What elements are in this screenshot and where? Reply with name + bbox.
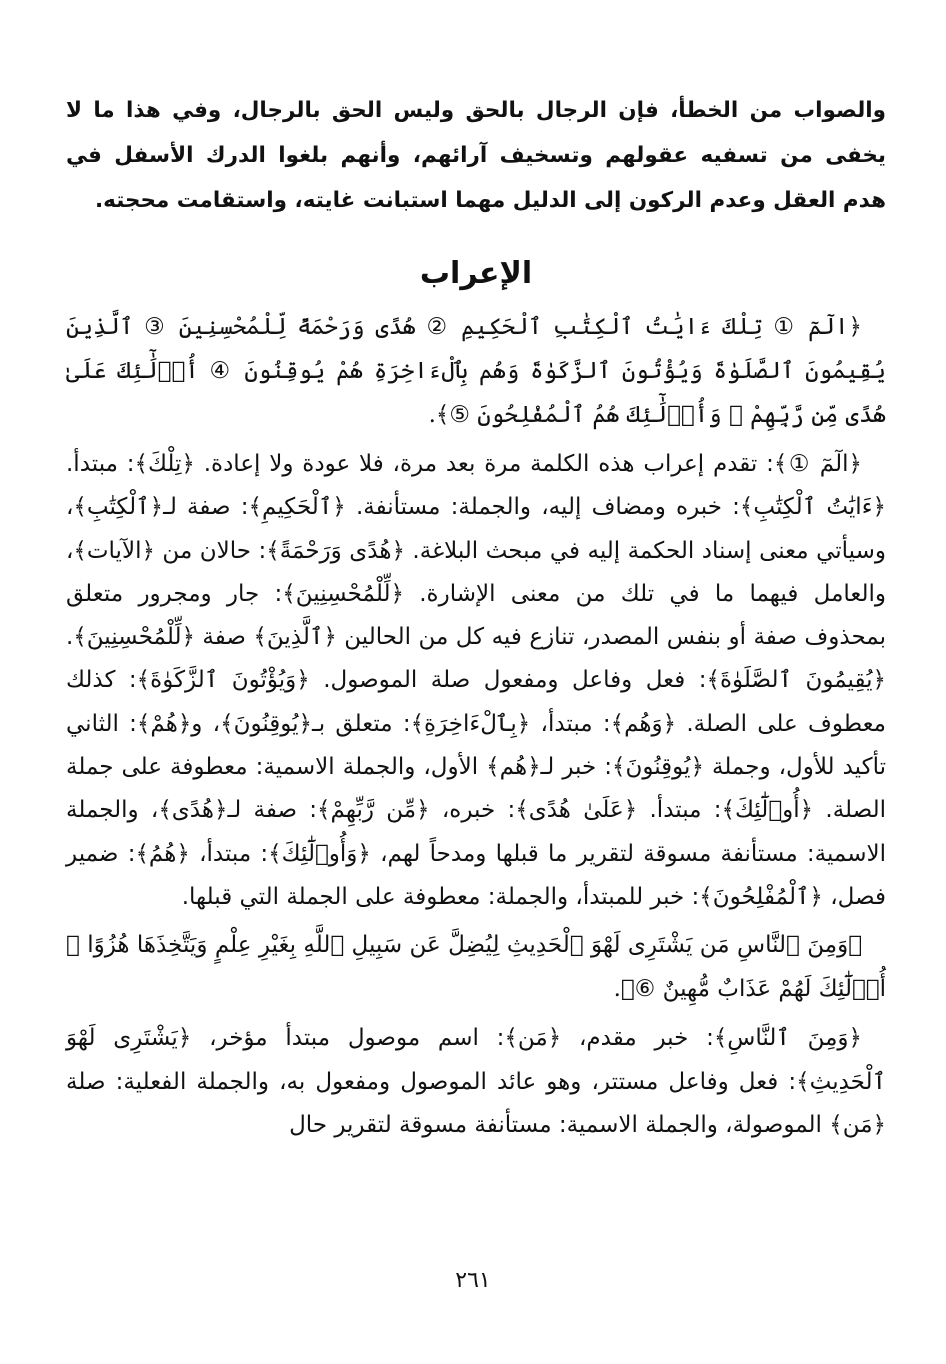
intro-paragraph: والصواب من الخطأ، فإن الرجال بالحق وليس الحق بالرجال، وفي هذا ما لا يخفى من تسفيه عقولهم وتسخيف آرائهم، وأنهم بلغوا الدرك الأسفل في هدم العقل وعدم الركون إلى الدليل مهما استبانت غايته، واستقامت محجته. xyxy=(66,98,886,213)
section-heading: الإعراب xyxy=(419,256,533,291)
quran-verse-block: ﴿الٓمٓ ① تِلْكَ ءَايَٰتُ ٱلْكِتَٰبِ ٱلْحَكِيمِ ② هُدًى وَرَحْمَةً لِّلْمُحْسِنِينَ ③ ٱلَّذِينَ يُقِيمُونَ ٱلصَّلَوٰةَ وَيُؤْتُونَ ٱلزَّكَوٰةَ وَهُم بِٱلْءَاخِرَةِ هُمْ يُوقِنُونَ ④ أُو۟لَٰٓئِكَ عَلَىٰ هُدًى مِّن رَّبِّهِمْ ۖ وَأُو۟لَٰٓئِكَ هُمُ ٱلْمُفْلِحُونَ ⑤﴾. xyxy=(66,314,886,428)
irab-paragraph: ﴿وَمِنَ ٱلنَّاسِ﴾: خبر مقدم، ﴿مَن﴾: اسم موصول مبتدأ مؤخر، ﴿يَشْتَرِى لَهْوَ ٱلْحَدِيثِ﴾: فعل وفاعل مستتر، وهو عائد الموصول ومفعول به، والجملة الفعلية: صلة ﴿مَن﴾ الموصولة، والجملة الاسمية: مستأنفة مسوقة لتقرير حال xyxy=(66,1025,886,1138)
irab-paragraph: ﴿الٓمٓ ①﴾: تقدم إعراب هذه الكلمة مرة بعد مرة، فلا عودة ولا إعادة. ﴿تِلْكَ﴾: مبتدأ. ﴿ءَايَٰتُ ٱلْكِتَٰبِ﴾: خبره ومضاف إليه، والجملة: مستأنفة. ﴿ٱلْحَكِيمِ﴾: صفة لـ﴿ٱلْكِتَٰبِ﴾، وسيأتي معنى إسناد الحكمة إليه في مبحث البلاغة. ﴿هُدًى وَرَحْمَةً﴾: حالان من ﴿الآيات﴾، والعامل فيهما ما في تلك من معنى الإشارة. ﴿لِّلْمُحْسِنِينَ﴾: جار ومجرور متعلق بمحذوف صفة أو بنفس المصدر، تنازع فيه كل من الحالين ﴿ٱلَّذِينَ﴾ صفة ﴿لِّلْمُحْسِنِينَ﴾. ﴿يُقِيمُونَ ٱلصَّلَوٰةَ﴾: فعل وفاعل ومفعول صلة الموصول. ﴿وَيُؤْتُونَ ٱلزَّكَوٰةَ﴾: كذلك معطوف على الصلة. ﴿وَهُم﴾: مبتدأ، ﴿بِٱلْءَاخِرَةِ﴾: متعلق بـ﴿يُوقِنُونَ﴾، و﴿هُمْ﴾: الثاني تأكيد للأول، وجملة ﴿يُوقِنُونَ﴾: خبر لـ﴿هُم﴾ الأول، والجملة الاسمية: معطوفة على جملة الصلة. ﴿أُو۟لَٰٓئِكَ﴾: مبتدأ. ﴿عَلَىٰ هُدًى﴾: خبره، ﴿مِّن رَّبِّهِمْ﴾: صفة لـ﴿هُدًى﴾، والجملة الاسمية: مستأنفة مسوقة لتقرير ما قبلها ومدحاً لهم، ﴿وَأُو۟لَٰٓئِكَ﴾: مبتدأ، ﴿هُمُ﴾: ضمير فصل، ﴿ٱلْمُفْلِحُونَ﴾: خبر للمبتدأ، والجملة: معطوفة على الجملة التي قبلها. xyxy=(66,451,886,910)
page-number: ٢٦١ xyxy=(455,1268,491,1293)
quran-verse-block: ﴿وَمِنَ ٱلنَّاسِ مَن يَشْتَرِى لَهْوَ ٱلْحَدِيثِ لِيُضِلَّ عَن سَبِيلِ ٱللَّهِ بِغَيْرِ عِلْمٍ وَيَتَّخِذَهَا هُزُوًا ۚ أُو۟لَٰٓئِكَ لَهُمْ عَذَابٌ مُّهِينٌ ⑥﴾. xyxy=(66,932,886,1003)
